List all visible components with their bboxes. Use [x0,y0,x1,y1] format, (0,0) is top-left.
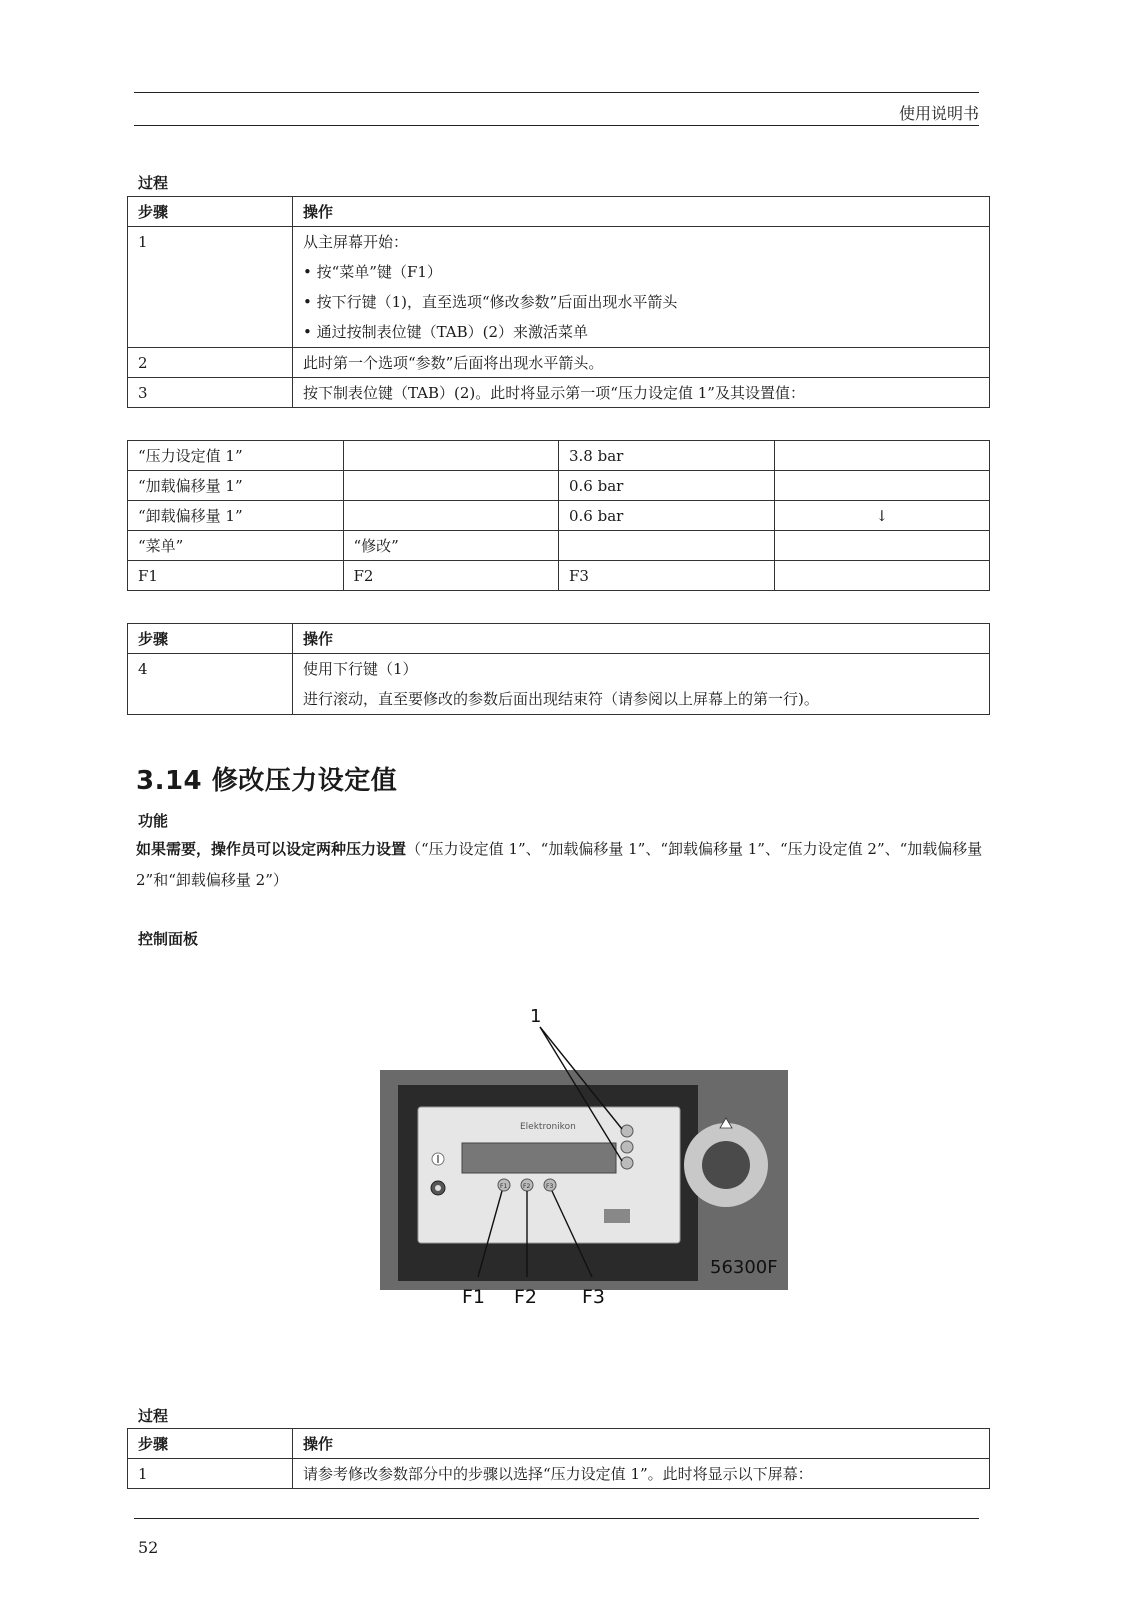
screen-cell [774,561,990,591]
screen-cell: 3.8 bar [559,441,775,471]
table-row [128,654,990,715]
action-cell: 按下制表位键（TAB）(2)。此时将显示第一项“压力设定值 1”及其设置值： [293,378,990,408]
col-action-header: 操作 [293,1429,990,1459]
table-row [128,378,990,408]
screen-cell: F1 [128,561,344,591]
action-line: 进行滚动，直至要修改的参数后面出现结束符（请参阅以上屏幕上的第一行)。 [303,690,819,708]
f1-label: F1 [462,1286,486,1308]
figure-code: 56300F [710,1257,778,1278]
f1-key-label: F1 [500,1183,508,1190]
control-panel-figure [370,1005,850,1335]
col-step-header: 步骤 [128,197,293,227]
action-line: • 按下行键（1)，直至选项“修改参数”后面出现水平箭头 [303,293,678,311]
screen-cell: F2 [343,561,559,591]
screen-cell [774,531,990,561]
f3-key-label: F3 [546,1183,554,1190]
emergency-stop-button [702,1141,750,1189]
procedure-label: 过程 [138,1407,169,1425]
action-cell: 此时第一个选项“参数”后面将出现水平箭头。 [293,348,990,378]
screen-cell [343,501,559,531]
screen-row [128,441,990,471]
table-header-row [128,624,990,654]
scroll-down-arrow-icon: ↓ [774,501,990,531]
page-number: 52 [138,1538,159,1557]
screen-row [128,561,990,591]
screen-cell: 0.6 bar [559,501,775,531]
header-bottom-rule [134,125,979,126]
screen-cell [774,471,990,501]
procedure-table-1 [127,196,990,408]
function-text: （“压力设定值 1”、“加载偏移量 1”、“卸载偏移量 1”、“压力设定值 2”、“加载偏移量 2”和“卸载偏移量 2”） [136,840,983,889]
f3-label: F3 [582,1286,606,1308]
screen-row [128,531,990,561]
header-title: 使用说明书 [898,104,979,123]
lcd-display [462,1143,616,1173]
function-paragraph [136,834,991,896]
col-action-header: 操作 [293,197,990,227]
up-key [621,1125,633,1137]
step-cell: 4 [128,654,293,715]
procedure-table-2 [127,623,990,715]
function-bold-text: 如果需要，操作员可以设定两种压力设置 [136,840,407,858]
step-cell: 3 [128,378,293,408]
screen-cell [343,441,559,471]
screen-display-table [127,440,990,591]
screen-cell: “加载偏移量 1” [128,471,344,501]
table-header-row [128,1429,990,1459]
footer-rule [134,1518,979,1519]
procedure-label: 过程 [138,174,169,192]
screen-row [128,471,990,501]
tab-key [621,1141,633,1153]
table-header-row [128,197,990,227]
header-top-rule [134,92,979,93]
section-heading: 3.14 修改压力设定值 [136,766,398,796]
step-cell: 1 [128,227,293,348]
screen-cell [559,531,775,561]
table-row [128,227,990,348]
screen-cell: “修改” [343,531,559,561]
col-action-header: 操作 [293,624,990,654]
procedure-table-3 [127,1428,990,1489]
f2-key-label: F2 [523,1183,531,1190]
table-row [128,348,990,378]
table-row [128,1459,990,1489]
screen-cell: “菜单” [128,531,344,561]
screen-row [128,501,990,531]
screen-cell: F3 [559,561,775,591]
action-line: • 通过按制表位键（TAB）(2）来激活菜单 [303,323,589,341]
brand-label: Elektronikon [520,1122,576,1132]
action-cell [293,654,990,715]
panel-label: 控制面板 [138,930,199,948]
stop-icon [435,1185,441,1191]
function-label: 功能 [138,812,169,830]
screen-cell [343,471,559,501]
screen-cell [774,441,990,471]
screen-cell: “压力设定值 1” [128,441,344,471]
col-step-header: 步骤 [128,624,293,654]
action-line: • 按“菜单”键（F1） [303,263,442,281]
screen-cell: 0.6 bar [559,471,775,501]
callout-label: 1 [530,1005,542,1027]
logo-block [604,1209,630,1223]
step-cell: 1 [128,1459,293,1489]
action-cell: 请参考修改参数部分中的步骤以选择“压力设定值 1”。此时将显示以下屏幕： [293,1459,990,1489]
step-cell: 2 [128,348,293,378]
action-line: 使用下行键（1） [303,660,418,678]
f2-label: F2 [514,1286,538,1308]
action-cell [293,227,990,348]
col-step-header: 步骤 [128,1429,293,1459]
screen-cell: “卸载偏移量 1” [128,501,344,531]
down-key [621,1157,633,1169]
action-line: 从主屏幕开始： [303,233,409,251]
